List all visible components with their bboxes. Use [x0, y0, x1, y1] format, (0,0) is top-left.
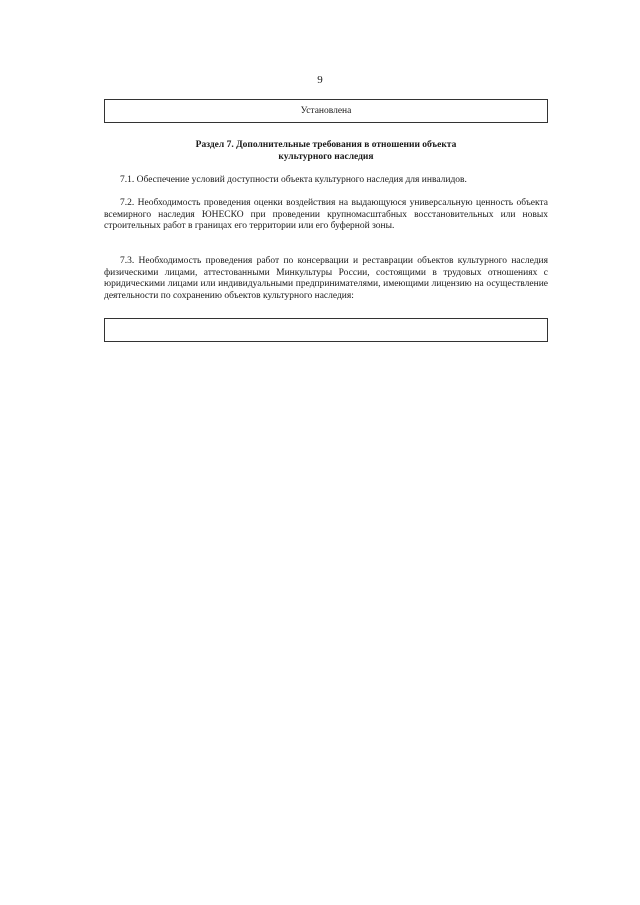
status-text: Установлена	[300, 106, 352, 116]
section-title-line-1: Раздел 7. Дополнительные требования в отношении объекта	[195, 140, 457, 150]
section-title	[104, 139, 548, 163]
section-title-line-2: культурного наследия	[278, 152, 374, 162]
empty-value-box	[104, 318, 548, 342]
paragraph-7-1: 7.1. Обеспечение условий доступности объекта культурного наследия для инвалидов.	[120, 175, 467, 185]
paragraph-7-2: 7.2. Необходимость проведения оценки воздействия на выдающуюся универсальную ценность объекта всемирного наследия ЮНЕСКО при проведении крупномасштабных восстановительных или новых строительных работ в границах его территории или его буферной зоны.	[104, 198, 548, 231]
status-box	[104, 99, 548, 123]
paragraph-7-3: 7.3. Необходимость проведения работ по консервации и реставрации объектов культурного наследия физическими лицами, аттестованными Минкультуры России, состоящими в трудовых отношениях с юридическими лицами или индивидуальными предпринимателями, имеющими лицензию на осуществление деятельности по сохранению объектов культурного наследия:	[104, 256, 548, 301]
page-number: 9	[317, 74, 323, 86]
